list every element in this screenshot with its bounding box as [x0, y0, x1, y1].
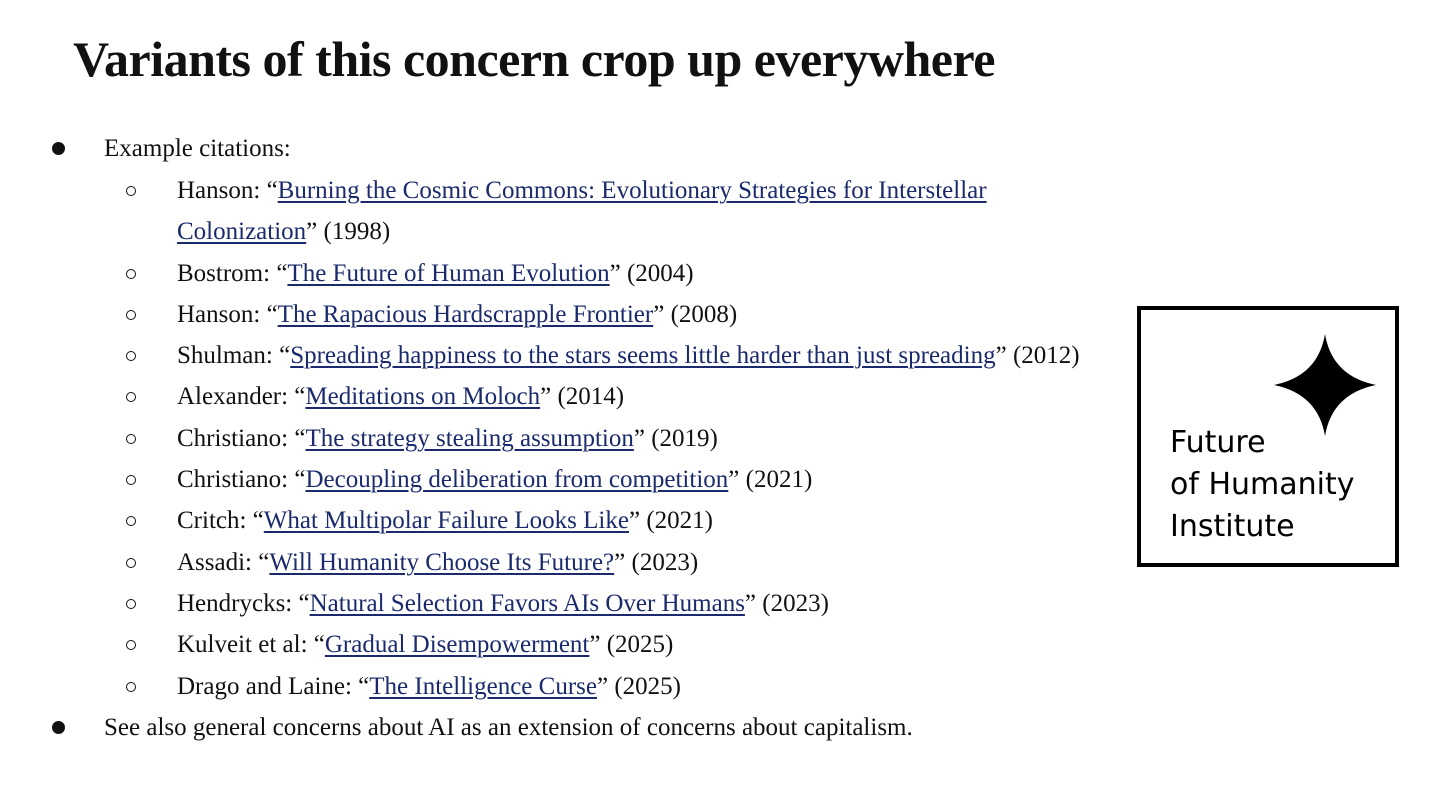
bullet-see-also	[0, 707, 1100, 748]
slide-title: Variants of this concern crop up everywhere	[73, 31, 995, 87]
citation-item	[0, 459, 1100, 500]
citation-link[interactable]: Spreading happiness to the stars seems little harder than just spreading	[290, 342, 996, 369]
citation-link[interactable]: Burning the Cosmic Commons: Evolutionary Strategies for Interstellar	[277, 177, 987, 204]
citation-year: ” (2025)	[596, 673, 681, 700]
citation-item	[0, 170, 1100, 252]
bullet-text: Example citations:	[104, 135, 291, 162]
citation-prefix: Hanson: “	[177, 301, 278, 328]
citation-link[interactable]: Meditations on Moloch	[305, 383, 541, 410]
citation-item	[0, 666, 1100, 707]
citation-prefix: Alexander: “	[177, 383, 306, 410]
sub-bullet-circle	[126, 599, 136, 609]
sub-bullet-circle	[126, 682, 136, 692]
citation-link[interactable]: The Future of Human Evolution	[287, 260, 610, 287]
logo-line: Institute	[1170, 509, 1295, 544]
citation-link[interactable]: Natural Selection Favors AIs Over Humans	[309, 590, 745, 617]
citation-link-continued[interactable]: Colonization	[177, 218, 307, 245]
citation-year: ” (2019)	[633, 425, 718, 452]
sub-bullet-circle	[126, 392, 136, 402]
citation-year: ” (2008)	[653, 301, 738, 328]
citation-prefix: Drago and Laine: “	[177, 673, 370, 700]
citation-item	[0, 376, 1100, 417]
citation-link[interactable]: Gradual Disempowerment	[324, 631, 590, 658]
citation-year: ” (2023)	[744, 590, 829, 617]
bullet-dot	[52, 142, 65, 155]
citation-year: ” (2021)	[728, 466, 813, 493]
citation-item	[0, 335, 1100, 376]
logo-line: of Humanity	[1170, 467, 1355, 502]
citation-link[interactable]: The Rapacious Hardscrapple Frontier	[277, 301, 654, 328]
sub-bullet-circle	[126, 475, 136, 485]
citation-item	[0, 294, 1100, 335]
citation-year: ” (2021)	[628, 507, 713, 534]
sub-bullet-circle	[126, 351, 136, 361]
citation-link[interactable]: Decoupling deliberation from competition	[305, 466, 729, 493]
fhi-logo	[1137, 306, 1399, 567]
sub-bullet-circle	[126, 310, 136, 320]
citation-link[interactable]: Will Humanity Choose Its Future?	[269, 549, 615, 576]
citation-prefix: Assadi: “	[177, 549, 270, 576]
citation-prefix: Hanson: “	[177, 177, 278, 204]
citation-prefix: Christiano: “	[177, 466, 306, 493]
sub-bullet-circle	[126, 269, 136, 279]
citation-link[interactable]: The Intelligence Curse	[369, 673, 597, 700]
bullet-text: See also general concerns about AI as an extension of concerns about capitalism.	[104, 714, 913, 741]
citation-prefix: Shulman: “	[177, 342, 291, 369]
citation-prefix: Bostrom: “	[177, 260, 288, 287]
citation-prefix: Critch: “	[177, 507, 264, 534]
citation-year: ” (2004)	[609, 260, 694, 287]
citation-link[interactable]: What Multipolar Failure Looks Like	[263, 507, 629, 534]
citation-prefix: Kulveit et al: “	[177, 631, 325, 658]
citation-year: ” (1998)	[306, 218, 391, 245]
citation-item	[0, 500, 1100, 541]
citation-year: ” (2012)	[995, 342, 1080, 369]
citation-link[interactable]: The strategy stealing assumption	[305, 425, 634, 452]
bullet-dot	[52, 721, 65, 734]
citation-item	[0, 583, 1100, 624]
sub-bullet-circle	[126, 640, 136, 650]
citation-item	[0, 624, 1100, 665]
citation-year: ” (2014)	[540, 383, 625, 410]
citation-item	[0, 418, 1100, 459]
sub-bullet-circle	[126, 434, 136, 444]
logo-line: Future	[1170, 425, 1266, 460]
citation-prefix: Christiano: “	[177, 425, 306, 452]
citation-year: ” (2023)	[614, 549, 699, 576]
sub-bullet-circle	[126, 516, 136, 526]
bullet-example-citations	[0, 128, 1100, 169]
logo-wordmark	[1170, 422, 1355, 548]
citation-item	[0, 253, 1100, 294]
sub-bullet-circle	[126, 558, 136, 568]
sub-bullet-circle	[126, 186, 136, 196]
citation-prefix: Hendrycks: “	[177, 590, 310, 617]
citation-item	[0, 542, 1100, 583]
citation-year: ” (2025)	[589, 631, 674, 658]
